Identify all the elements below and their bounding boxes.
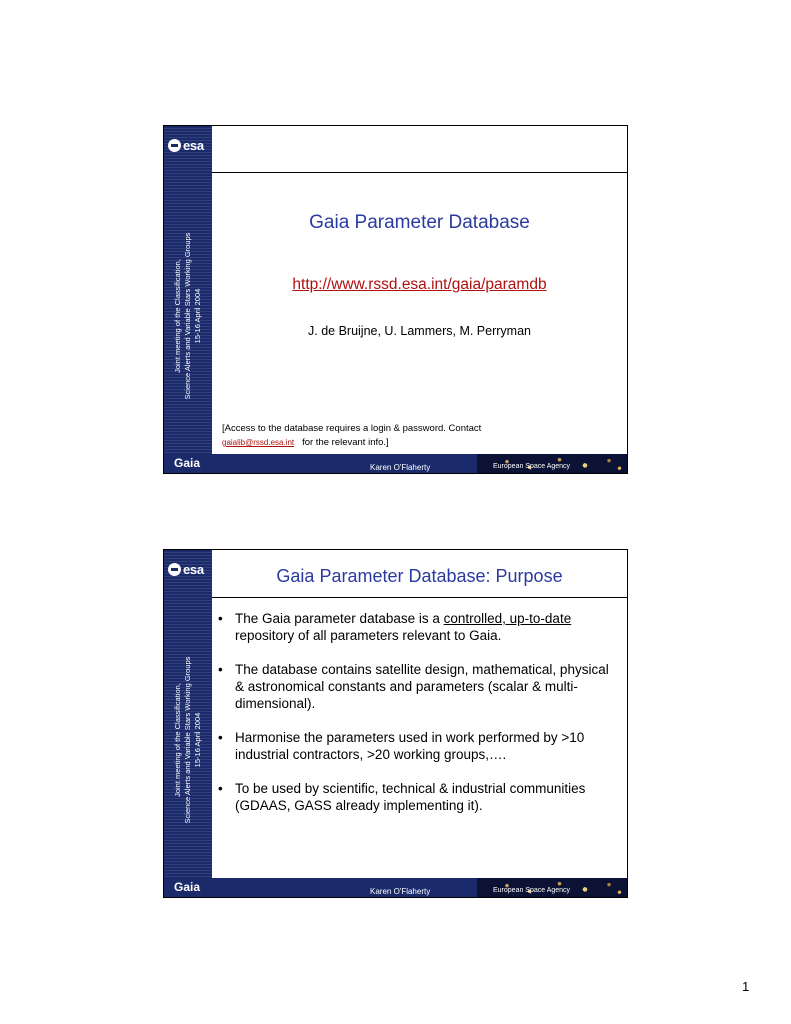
presenter-name: Karen O'Flaherty: [370, 463, 431, 472]
gaia-footer-label: Gaia: [174, 456, 201, 470]
slide-title: Gaia Parameter Database: Purpose: [276, 566, 563, 586]
gaia-footer-label: Gaia: [174, 880, 201, 894]
agency-name: European Space Agency: [493, 887, 571, 894]
bullet-item: • Harmonise the parameters used in work performed by >10 industrial contractors, >20 working groups,….: [216, 729, 618, 763]
sidebar-meeting-text: [173, 216, 203, 416]
esa-logo-text: esa: [183, 138, 204, 153]
slide-sidebar: [164, 550, 212, 880]
esa-logo: [168, 139, 204, 152]
esa-logo-icon: [168, 139, 181, 152]
bullet-item: • To be used by scientific, technical & industrial communities (GDAAS, GASS already implementing it).: [216, 780, 618, 814]
access-note-suffix: for the relevant info.]: [302, 437, 389, 448]
header-divider: [212, 597, 627, 598]
sidebar-line-3: 15-16 April 2004: [193, 712, 202, 768]
esa-logo: [168, 563, 204, 576]
esa-logo-text: esa: [183, 562, 204, 577]
bullet-list: [216, 610, 618, 831]
slide-sidebar: [164, 126, 212, 456]
access-note: [222, 422, 602, 450]
bullet-item: • The database contains satellite design, mathematical, physical & astronomical constants and parameters (scalar & multi-dimensional).: [216, 661, 618, 712]
slide-footer: [164, 454, 627, 473]
authors: J. de Bruijne, U. Lammers, M. Perryman: [308, 324, 531, 338]
sidebar-line-2: Science Alerts and Variable Stars Working Groups: [183, 656, 192, 824]
sidebar-line-2: Science Alerts and Variable Stars Working Groups: [183, 232, 192, 400]
bullet-item: • The Gaia parameter database is a controlled, up-to-date repository of all parameters relevant to Gaia.: [216, 610, 618, 644]
contact-email-link[interactable]: gaialib@rssd.esa.int: [222, 438, 295, 447]
page-number: 1: [742, 979, 750, 994]
slide-title: Gaia Parameter Database: [309, 212, 530, 233]
access-note-line-1: [Access to the database requires a login & password. Contact: [222, 423, 482, 434]
underlined-phrase: controlled, up-to-date: [443, 611, 572, 626]
slide-footer: [164, 878, 627, 897]
sidebar-line-1: Joint meeting of the Classification,: [173, 683, 182, 797]
slide-1: [163, 125, 628, 474]
sidebar-meeting-text: [173, 640, 203, 840]
agency-name: European Space Agency: [493, 463, 571, 470]
sidebar-line-1: Joint meeting of the Classification,: [173, 259, 182, 373]
paramdb-link[interactable]: http://www.rssd.esa.int/gaia/paramdb: [292, 276, 547, 293]
slide-2: [163, 549, 628, 898]
esa-logo-icon: [168, 563, 181, 576]
presenter-name: Karen O'Flaherty: [370, 887, 431, 896]
access-note-line-2: [222, 436, 602, 450]
header-divider: [212, 172, 627, 173]
sidebar-line-3: 15-16 April 2004: [193, 288, 202, 344]
